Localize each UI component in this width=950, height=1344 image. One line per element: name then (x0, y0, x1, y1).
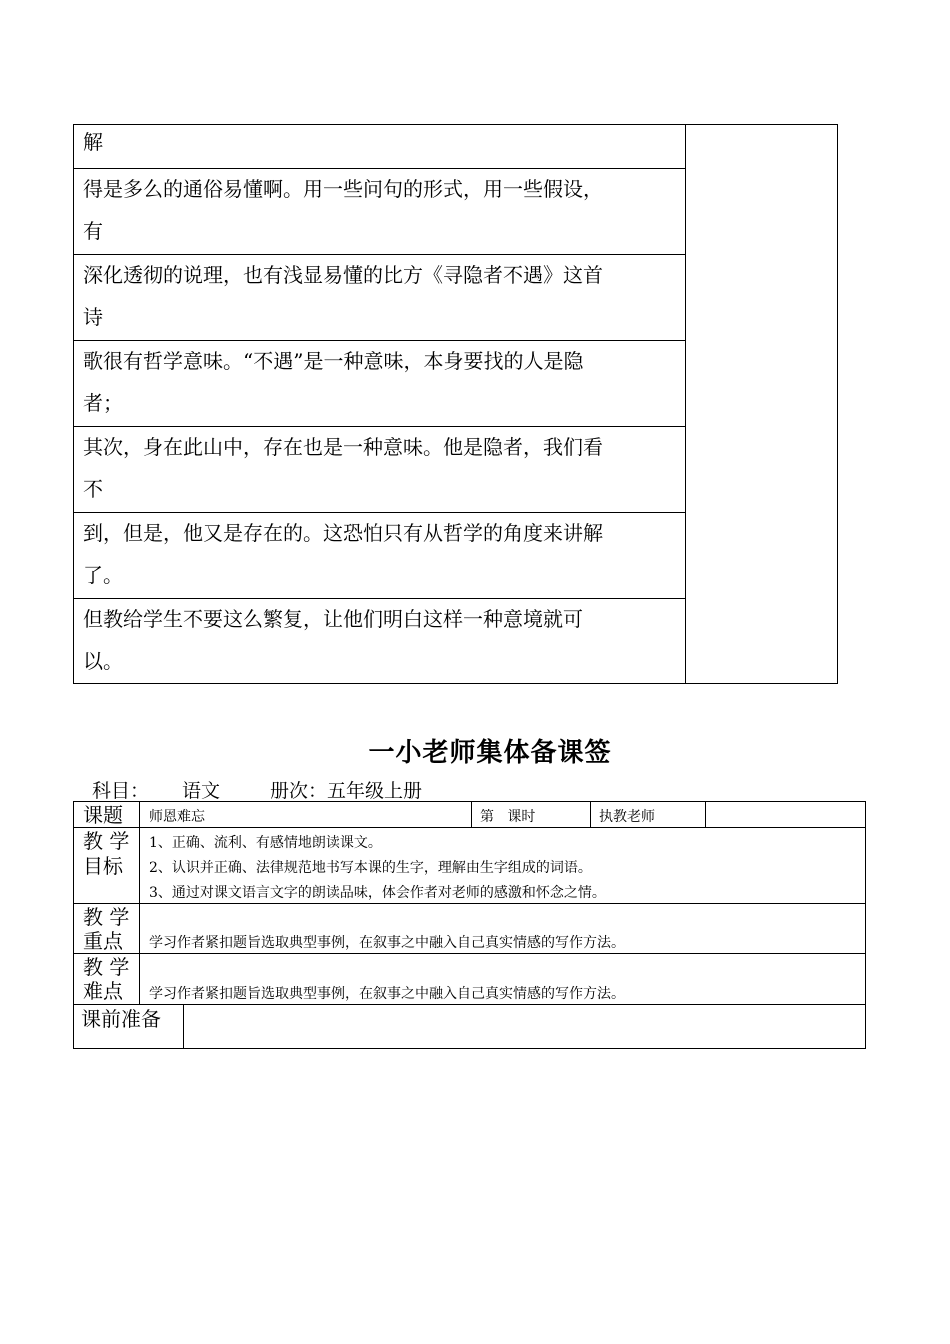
row-line: 不 (83, 477, 103, 501)
period-label: 第 课时 (480, 809, 536, 825)
difficulty-label-line2: 难点 (83, 979, 123, 1003)
goal-item: 3、通过对课文语言文字的朗读品味，体会作者对老师的感激和怀念之情。 (149, 885, 606, 901)
column-divider (590, 802, 591, 827)
goal-item: 1、正确、流利、有感情地朗读课文。 (149, 835, 382, 851)
key-text: 学习作者紧扣题旨选取典型事例，在叙事之中融入自己真实情感的写作方法。 (149, 935, 625, 951)
continuation-table (73, 124, 838, 684)
table-row (74, 341, 685, 427)
row-line: 其次，身在此山中，存在也是一种意味。他是隐者，我们看 (83, 435, 603, 459)
column-divider (183, 1004, 184, 1048)
row-divider (74, 953, 865, 954)
goals-label-line1: 教 学 (83, 829, 130, 853)
page-title: 一小老师集体备课签 (368, 738, 612, 768)
table-row (74, 513, 685, 599)
row-line: 深化透彻的说理，也有浅显易懂的比方《寻隐者不遇》这首 (83, 263, 603, 287)
row-line: 诗 (83, 305, 103, 329)
row-line: 得是多么的通俗易懂啊。用一些问句的形式，用一些假设， (83, 177, 603, 201)
difficulty-text: 学习作者紧扣题旨选取典型事例，在叙事之中融入自己真实情感的写作方法。 (149, 986, 625, 1002)
row-line: 以。 (83, 649, 123, 673)
subject-label: 科目： (92, 780, 150, 802)
row-line: 有 (83, 219, 103, 243)
table-row (74, 427, 685, 513)
column-divider (705, 802, 706, 827)
table-row (74, 125, 685, 169)
key-label-line2: 重点 (83, 929, 123, 953)
row-line: 者； (83, 391, 123, 415)
table-row (74, 169, 685, 255)
row-line: 解 (83, 130, 103, 154)
row-line: 了。 (83, 563, 123, 587)
row-divider (74, 827, 865, 828)
volume-label: 册次：五年级上册 (270, 780, 423, 802)
prep-label: 课前准备 (81, 1007, 161, 1031)
key-label-line1: 教 学 (83, 905, 130, 929)
column-divider (139, 802, 140, 1004)
row-line: 歌很有哲学意味。“不遇”是一种意味，本身要找的人是隐 (83, 349, 584, 373)
teacher-label: 执教老师 (599, 809, 655, 825)
topic-label: 课题 (83, 803, 123, 827)
column-divider (471, 802, 472, 827)
table-row (74, 599, 685, 683)
difficulty-label-line1: 教 学 (83, 955, 130, 979)
continuation-text-column (74, 125, 686, 683)
subject-value: 语文 (182, 780, 221, 802)
row-line: 但教给学生不要这么繁复，让他们明白这样一种意境就可 (83, 607, 583, 631)
table-row (74, 255, 685, 341)
row-divider (74, 1004, 865, 1005)
goals-label-line2: 目标 (83, 854, 123, 878)
row-line: 到，但是，他又是存在的。这恐怕只有从哲学的角度来讲解 (83, 521, 603, 545)
topic-value: 师恩难忘 (149, 809, 205, 825)
goal-item: 2、认识并正确、法律规范地书写本课的生字，理解由生字组成的词语。 (149, 860, 592, 876)
row-divider (74, 903, 865, 904)
lesson-plan-table (73, 801, 866, 1049)
